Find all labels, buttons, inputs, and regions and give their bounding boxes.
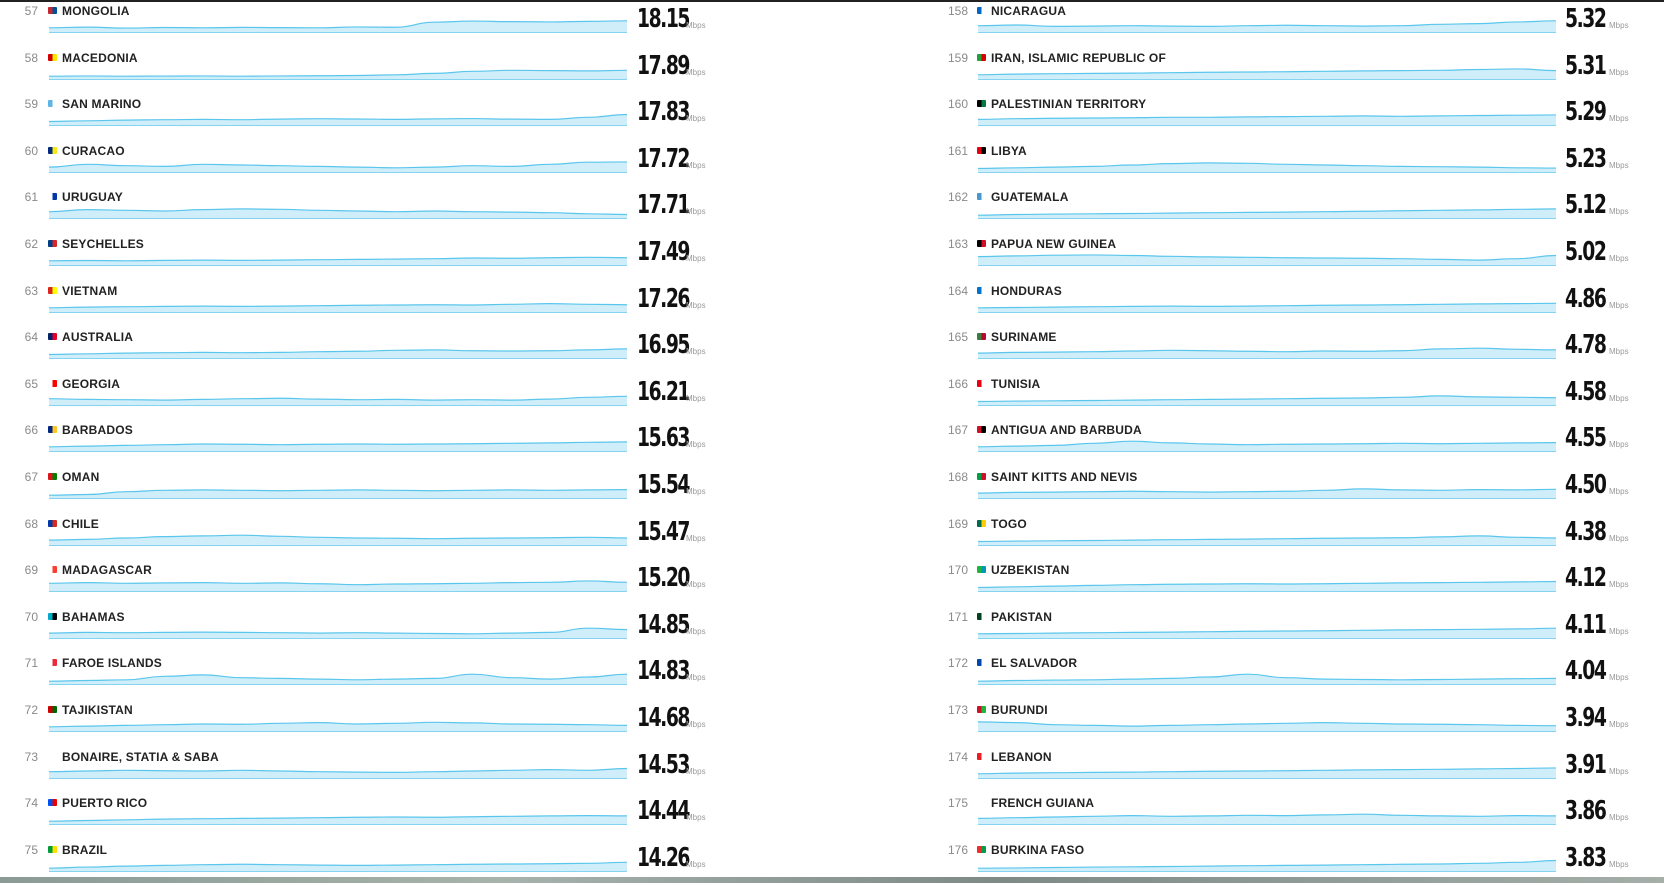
speed-sparkline [48,105,628,127]
rank-number: 165 [947,330,968,345]
country-name[interactable]: OMAN [62,470,100,484]
ranking-row[interactable] [0,746,840,793]
rank-number: 173 [947,703,968,717]
speed-value: 4.86 [1565,283,1606,314]
rank-number: 57 [24,4,38,18]
ranking-row[interactable] [928,373,1664,420]
rank-number: 164 [947,283,968,298]
speed-sparkline [977,618,1557,640]
country-name[interactable]: PAKISTAN [991,609,1053,624]
speed-value: 14.53 [637,749,690,780]
speed-sparkline [977,571,1557,593]
rank-number: 73 [24,749,38,764]
country-name[interactable]: BURUNDI [991,703,1048,717]
rank-number: 61 [24,190,38,205]
speed-sparkline [977,198,1557,220]
speed-value: 3.86 [1565,796,1606,827]
ranking-row[interactable] [928,559,1664,606]
country-name[interactable]: SEYCHELLES [62,237,145,251]
speed-unit: Mbps [686,160,706,170]
speed-unit: Mbps [1609,859,1629,869]
speed-value: 4.50 [1565,470,1606,500]
speed-unit: Mbps [1609,393,1629,403]
country-name[interactable]: FAROE ISLANDS [62,656,162,671]
rank-number: 72 [24,703,38,717]
speed-value: 18.15 [637,4,690,34]
speed-sparkline [48,292,628,314]
rank-number: 59 [24,97,38,112]
speed-unit: Mbps [1609,813,1629,823]
speed-value: 17.26 [637,283,690,314]
speed-value: 3.94 [1565,703,1606,733]
ranking-row[interactable] [0,699,840,746]
rank-number: 69 [24,563,38,578]
rank-number: 60 [24,143,38,158]
country-name[interactable]: BAHAMAS [62,609,125,624]
speed-sparkline [48,851,628,873]
ranking-row[interactable] [0,233,840,280]
speed-value: 5.12 [1565,190,1606,221]
country-name[interactable]: PALESTINIAN TERRITORY [991,97,1147,112]
country-name[interactable]: CURACAO [62,143,125,158]
ranking-row[interactable] [0,0,840,47]
country-name[interactable]: MACEDONIA [62,50,138,65]
speed-unit: Mbps [686,766,706,776]
speed-value: 4.04 [1565,656,1606,687]
country-name[interactable]: EL SALVADOR [991,656,1078,671]
rank-number: 67 [24,470,38,484]
country-name[interactable]: ANTIGUA AND BARBUDA [991,423,1142,438]
rank-number: 58 [24,50,38,65]
speed-value: 5.02 [1565,237,1606,267]
speed-value: 14.85 [637,609,690,640]
rank-number: 63 [24,283,38,298]
speed-value: 15.54 [637,470,690,500]
speed-unit: Mbps [686,720,706,729]
ranking-row[interactable] [928,606,1664,653]
rank-number: 170 [947,563,968,578]
country-name[interactable]: BONAIRE, STATIA & SABA [62,749,219,764]
ranking-row[interactable] [928,0,1664,47]
rankings-column-right [928,0,1664,876]
country-name[interactable]: SAN MARINO [62,97,142,112]
speed-sparkline [48,152,628,174]
speed-sparkline [977,385,1557,407]
speed-unit: Mbps [1609,114,1629,124]
speed-unit: Mbps [686,813,706,823]
country-name[interactable]: BRAZIL [62,842,108,857]
speed-unit: Mbps [1609,254,1629,263]
speed-value: 17.89 [637,50,690,81]
speed-sparkline [977,152,1557,174]
speed-unit: Mbps [686,673,706,683]
speed-unit: Mbps [1609,533,1629,543]
speed-unit: Mbps [686,300,706,310]
country-name[interactable]: GEORGIA [62,376,121,391]
speed-sparkline [48,198,628,220]
rank-number: 65 [24,376,38,391]
speed-unit: Mbps [686,254,706,263]
rank-number: 64 [24,330,38,345]
speed-value: 17.71 [637,190,690,221]
rank-number: 176 [947,842,968,857]
speed-unit: Mbps [686,580,706,590]
rank-number: 168 [947,470,968,484]
speed-sparkline [48,664,628,686]
country-name[interactable]: SURINAME [991,330,1057,345]
speed-unit: Mbps [1609,440,1629,450]
rank-number: 161 [947,143,968,158]
speed-sparkline [977,711,1557,733]
speed-value: 3.83 [1565,842,1606,873]
speed-sparkline [977,245,1557,267]
country-name[interactable]: BURKINA FASO [991,842,1085,857]
speed-sparkline [977,804,1557,826]
speed-unit: Mbps [1609,626,1629,636]
ranking-row[interactable] [0,326,840,373]
speed-value: 5.23 [1565,143,1606,174]
speed-value: 16.95 [637,330,690,361]
country-name[interactable]: CHILE [62,516,99,531]
speed-sparkline [48,758,628,780]
speed-unit: Mbps [686,347,706,357]
speed-sparkline [48,525,628,547]
speed-unit: Mbps [686,21,706,30]
rank-number: 71 [24,656,38,671]
speed-sparkline [977,478,1557,500]
rank-number: 75 [24,842,38,857]
ranking-row[interactable] [0,47,840,94]
speed-value: 15.20 [637,563,690,594]
speed-value: 5.32 [1565,4,1606,34]
country-name[interactable]: TUNISIA [991,376,1041,391]
rank-number: 169 [947,516,968,531]
rank-number: 172 [947,656,968,671]
country-name[interactable]: TAJIKISTAN [62,703,133,717]
speed-sparkline [48,338,628,360]
speed-value: 16.21 [637,376,690,407]
ranking-row[interactable] [928,699,1664,746]
country-name[interactable]: FRENCH GUIANA [991,796,1095,811]
speed-unit: Mbps [686,393,706,403]
ranking-row[interactable] [0,513,840,560]
speed-unit: Mbps [1609,160,1629,170]
speed-unit: Mbps [686,67,706,77]
speed-unit: Mbps [686,207,706,217]
speed-unit: Mbps [1609,300,1629,310]
speed-value: 4.38 [1565,516,1606,547]
speed-sparkline [48,711,628,733]
speed-unit: Mbps [1609,67,1629,77]
speed-sparkline [977,431,1557,453]
speed-sparkline [977,525,1557,547]
rank-number: 68 [24,516,38,531]
rank-number: 162 [947,190,968,205]
speed-value: 14.26 [637,842,690,873]
ranking-row[interactable] [0,466,840,513]
speed-value: 3.91 [1565,749,1606,780]
ranking-row[interactable] [0,606,840,653]
speed-unit: Mbps [1609,207,1629,217]
speed-value: 5.31 [1565,50,1606,81]
rank-number: 166 [947,376,968,391]
speed-sparkline [977,851,1557,873]
ranking-row[interactable] [928,93,1664,140]
speed-sparkline [48,59,628,81]
speed-unit: Mbps [1609,580,1629,590]
country-name[interactable]: URUGUAY [62,190,123,205]
ranking-row[interactable] [928,186,1664,233]
rank-number: 171 [947,609,968,624]
ranking-row[interactable] [928,792,1664,839]
ranking-row[interactable] [0,373,840,420]
speed-value: 17.49 [637,237,690,267]
speed-unit: Mbps [1609,487,1629,496]
ranking-row[interactable] [0,559,840,606]
speed-sparkline [48,385,628,407]
country-name[interactable]: PUERTO RICO [62,796,148,811]
country-name[interactable]: PAPUA NEW GUINEA [991,237,1117,251]
ranking-row[interactable] [0,792,840,839]
ranking-row[interactable] [0,419,840,466]
speed-sparkline [48,804,628,826]
speed-unit: Mbps [1609,347,1629,357]
speed-unit: Mbps [1609,720,1629,729]
speed-value: 4.55 [1565,423,1606,454]
ranking-row[interactable] [928,140,1664,187]
ranking-row[interactable] [928,466,1664,513]
country-name[interactable]: HONDURAS [991,283,1062,298]
speed-unit: Mbps [686,626,706,636]
speed-unit: Mbps [686,533,706,543]
speed-unit: Mbps [1609,673,1629,683]
country-name[interactable]: MADAGASCAR [62,563,152,578]
ranking-row[interactable] [0,652,840,699]
speed-sparkline [48,571,628,593]
ranking-row[interactable] [0,186,840,233]
ranking-row[interactable] [928,652,1664,699]
rankings-column-left [0,0,840,876]
rank-number: 158 [947,4,968,18]
rank-number: 175 [947,796,968,811]
speed-value: 5.29 [1565,97,1606,128]
ranking-row[interactable] [928,47,1664,94]
speed-unit: Mbps [686,114,706,124]
speed-sparkline [977,12,1557,34]
speed-value: 15.63 [637,423,690,454]
country-name[interactable]: MONGOLIA [62,4,130,18]
ranking-row[interactable] [928,233,1664,280]
ranking-row[interactable] [928,280,1664,327]
speed-unit: Mbps [686,440,706,450]
rank-number: 66 [24,423,38,438]
country-name[interactable]: LIBYA [991,143,1027,158]
rank-number: 62 [24,237,38,251]
ranking-row[interactable] [928,326,1664,373]
country-name[interactable]: UZBEKISTAN [991,563,1070,578]
rank-number: 163 [947,237,968,251]
speed-sparkline [977,338,1557,360]
speed-sparkline [977,758,1557,780]
speed-value: 14.44 [637,796,690,827]
speed-value: 4.11 [1565,609,1606,640]
speed-value: 4.12 [1565,563,1606,594]
speed-sparkline [977,105,1557,127]
speed-unit: Mbps [686,487,706,496]
speed-sparkline [977,59,1557,81]
country-name[interactable]: NICARAGUA [991,4,1067,18]
country-name[interactable]: SAINT KITTS AND NEVIS [991,470,1138,484]
country-name[interactable]: LEBANON [991,749,1052,764]
rank-number: 174 [947,749,968,764]
rank-number: 70 [24,609,38,624]
country-name[interactable]: GUATEMALA [991,190,1069,205]
country-name[interactable]: AUSTRALIA [62,330,134,345]
speed-unit: Mbps [686,859,706,869]
speed-unit: Mbps [1609,21,1629,30]
speed-value: 17.83 [637,97,690,128]
speed-sparkline [48,12,628,34]
rank-number: 160 [947,97,968,112]
ranking-row[interactable] [928,419,1664,466]
country-name[interactable]: TOGO [991,516,1027,531]
ranking-row[interactable] [0,93,840,140]
bottom-image-strip [0,877,1664,883]
country-name[interactable]: VIETNAM [62,283,118,298]
speed-sparkline [977,292,1557,314]
ranking-row[interactable] [928,513,1664,560]
speed-value: 14.68 [637,703,690,733]
speed-value: 15.47 [637,516,690,547]
speed-sparkline [48,478,628,500]
rank-number: 159 [947,50,968,65]
speed-sparkline [48,431,628,453]
country-name[interactable]: IRAN, ISLAMIC REPUBLIC OF [991,50,1166,65]
speed-unit: Mbps [1609,766,1629,776]
rank-number: 74 [24,796,38,811]
ranking-row[interactable] [0,280,840,327]
rank-number: 167 [947,423,968,438]
speed-value: 14.83 [637,656,690,687]
country-name[interactable]: BARBADOS [62,423,133,438]
ranking-row[interactable] [928,746,1664,793]
speed-sparkline [977,664,1557,686]
speed-sparkline [48,245,628,267]
speed-value: 4.78 [1565,330,1606,361]
speed-value: 4.58 [1565,376,1606,407]
speed-sparkline [48,618,628,640]
ranking-row[interactable] [0,140,840,187]
speed-value: 17.72 [637,143,690,174]
